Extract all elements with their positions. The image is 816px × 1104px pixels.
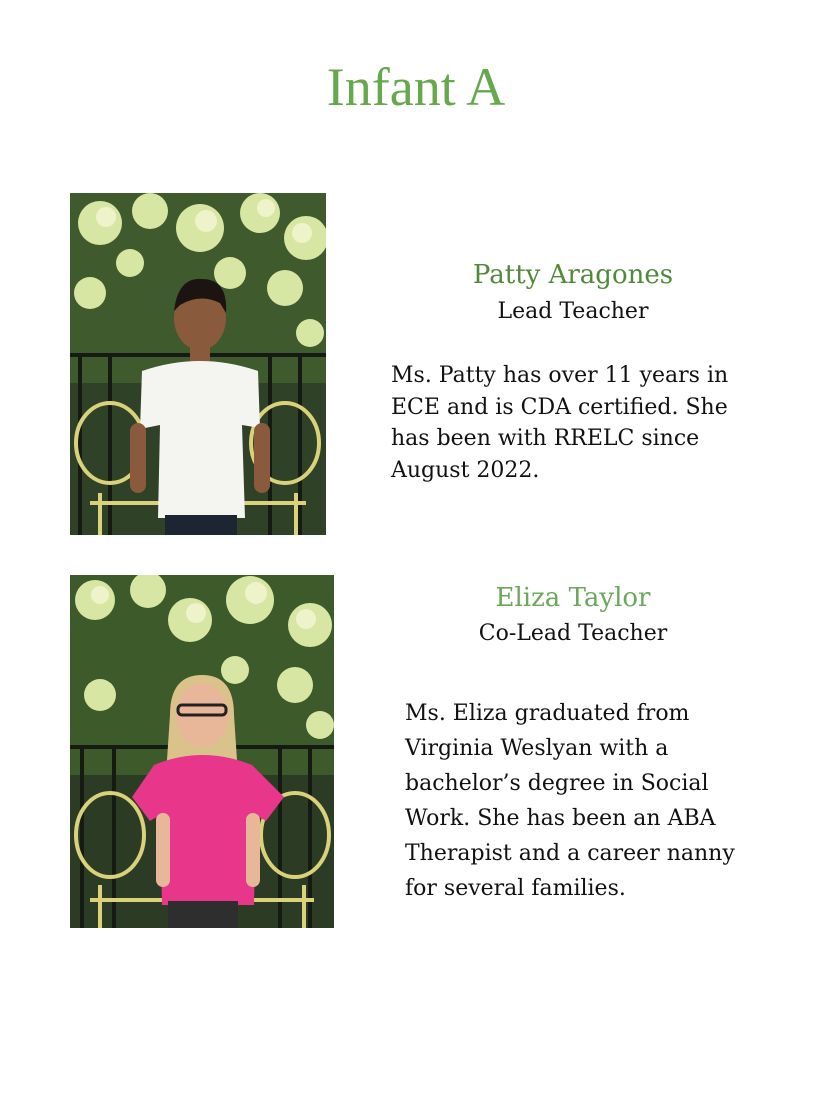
teacher-name-eliza: Eliza Taylor bbox=[495, 583, 651, 613]
page-title: Infant A bbox=[326, 57, 506, 117]
teacher-bio-eliza: Ms. Eliza graduated from Virginia Weslyan with a bachelor’s degree in Social Work. She has been an ABA Therapist and a career nanny for several families. bbox=[405, 701, 735, 901]
teacher-photo-patty bbox=[70, 193, 326, 535]
teacher-bio-patty: Ms. Patty has over 11 years in ECE and is CDA certified. She has been with RRELC since August 2022. bbox=[391, 363, 729, 483]
teacher-role-eliza: Co-Lead Teacher bbox=[478, 621, 668, 646]
teacher-photo-eliza bbox=[70, 575, 334, 928]
photo-illustration bbox=[70, 193, 326, 535]
photo-illustration bbox=[70, 575, 334, 928]
teacher-name-patty: Patty Aragones bbox=[472, 260, 674, 290]
teacher-role-patty: Lead Teacher bbox=[497, 299, 649, 324]
